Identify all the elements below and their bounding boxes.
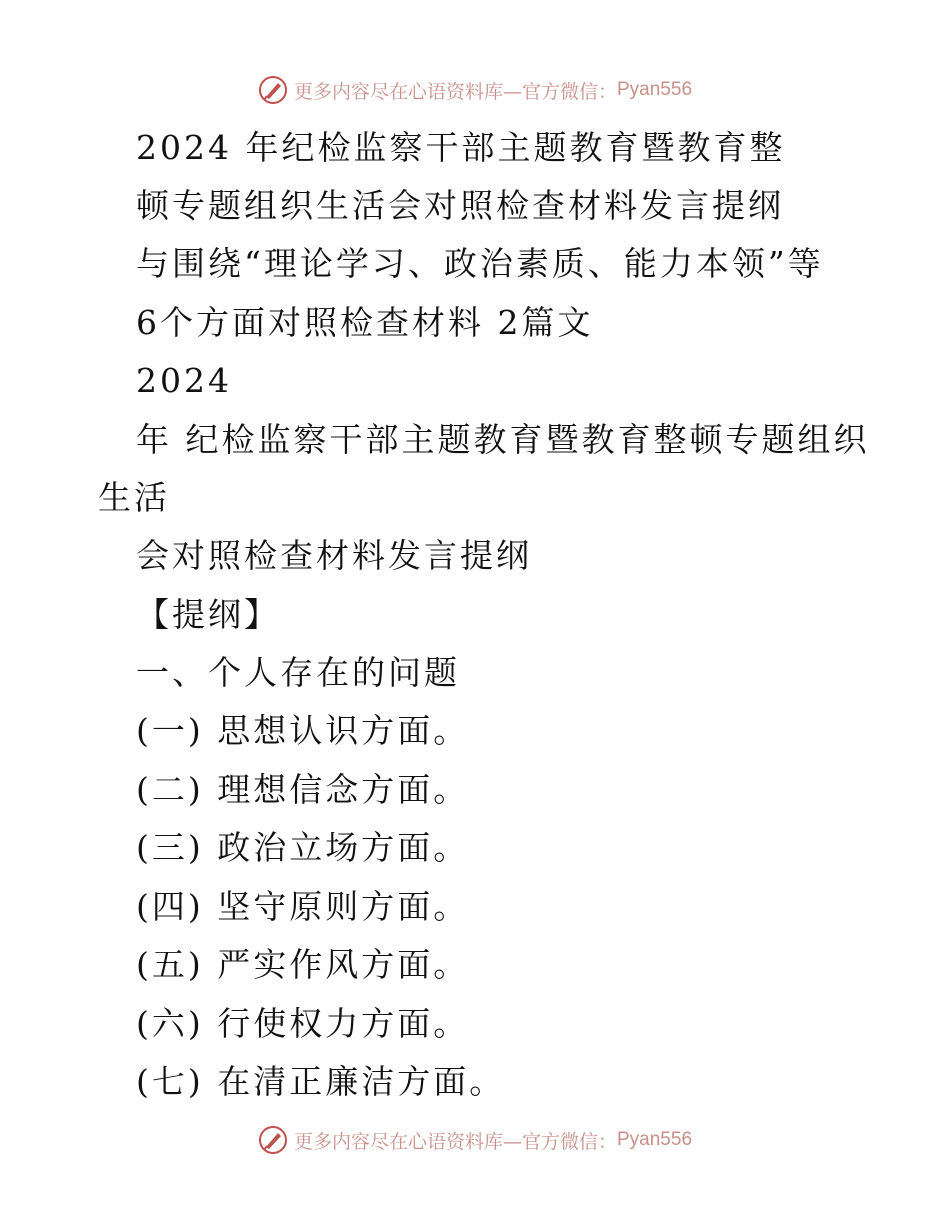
watermark-text: 更多内容尽在心语资料库—官方微信： <box>293 1130 617 1153</box>
outline-item: (七) 在清正廉洁方面。 <box>136 1062 506 1101</box>
watermark-id: Pyan556 <box>617 79 693 100</box>
watermark-header <box>0 70 950 110</box>
outline-label: 【提纲】 <box>136 595 280 634</box>
watermark-text: 更多内容尽在心语资料库—官方微信： <box>293 80 617 103</box>
title-line-3: 与围绕“理论学习、政治素质、能力本领”等 <box>136 244 824 283</box>
outline-item: (二) 理想信念方面。 <box>136 770 470 809</box>
outline-item: (六) 行使权力方面。 <box>136 1004 470 1043</box>
subtitle-line-2: 生活 <box>98 478 170 517</box>
outline-item: (五) 严实作风方面。 <box>136 945 470 984</box>
outline-item: (一) 思想认识方面。 <box>136 711 470 750</box>
subtitle-year: 2024 <box>136 361 232 400</box>
subtitle-line-1: 年 纪检监察干部主题教育暨教育整顿专题组织 <box>136 420 870 459</box>
title-line-1: 2024 年纪检监察干部主题教育暨教育整 <box>136 128 786 167</box>
outline-item: (三) 政治立场方面。 <box>136 828 470 867</box>
title-line-2: 顿专题组织生活会对照检查材料发言提纲 <box>136 186 784 225</box>
watermark-id: Pyan556 <box>617 1129 693 1150</box>
title-line-4: 6个方面对照检查材料 2篇文 <box>136 303 594 342</box>
watermark-footer <box>0 1120 950 1160</box>
subtitle-line-3: 会对照检查材料发言提纲 <box>136 536 532 575</box>
quill-pen-logo-icon <box>258 1125 288 1155</box>
section-heading: 一、个人存在的问题 <box>136 653 460 692</box>
outline-item: (四) 坚守原则方面。 <box>136 887 470 926</box>
quill-pen-logo-icon <box>258 75 288 105</box>
